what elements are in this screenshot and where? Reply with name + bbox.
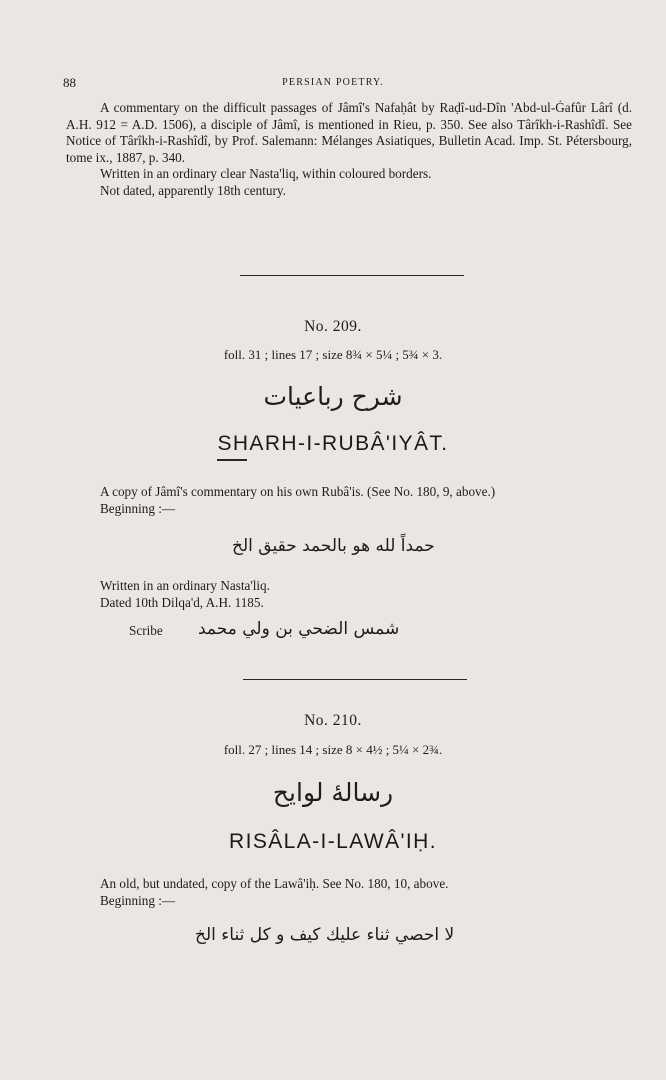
- scribe-name: شمس الضحي بن ولي محمد: [198, 619, 400, 639]
- arabic-title: رسالهٔ لوايح: [272, 778, 394, 807]
- entry-description: [66, 484, 632, 517]
- date-note: Not dated, apparently 18th century.: [100, 182, 286, 198]
- entry-description: [66, 876, 632, 909]
- arabic-title: شرح رباعيات: [263, 382, 403, 411]
- title-underline-mark: [217, 459, 247, 461]
- beginning-arabic-text: حمداً لله هو بالحمد حقيق الخ: [232, 536, 435, 556]
- entry-notes: [66, 578, 632, 611]
- entry-folio-info: foll. 27 ; lines 14 ; size 8 × 4½ ; 5¼ × 2¾.: [223, 742, 443, 757]
- entry-title: RISÂLA-I-LAWÂ'IḤ.: [229, 830, 437, 853]
- section-divider: [243, 679, 467, 680]
- written-note: Written in an ordinary clear Nasta'liq, within coloured borders.: [100, 166, 432, 182]
- previous-entry-text: [66, 100, 632, 200]
- commentary-paragraph: A commentary on the difficult passages of Jâmî's Nafaḥât by Raḍî-ud-Dîn 'Abd-ul-Ġafûr Lârî (d. A.H. 912 = A.D. 1506), a disciple of Jâmî, is mentioned in Rieu, p. 350. See also Târîkh-i-Rashîdî. See Notice of Târîkh-i-Rashîdî, by Prof. Salemann: Mélanges Asiatiques, Bulletin Acad. Imp. St. Pétersbourg, tome ix., 1887, p. 340.: [66, 100, 632, 165]
- beginning-arabic-text: لا احصي ثناء عليك كيف و كل ثناء الخ: [195, 925, 455, 945]
- beginning-label: Beginning :—: [100, 892, 176, 908]
- entry-number: No. 210.: [304, 712, 362, 729]
- scribe-label: Scribe: [129, 623, 163, 638]
- page-number: 88: [63, 75, 76, 90]
- description-paragraph: An old, but undated, copy of the Lawâ'iḥ. See No. 180, 10, above.: [100, 876, 449, 891]
- beginning-label: Beginning :—: [100, 500, 176, 516]
- description-paragraph: A copy of Jâmî's commentary on his own Rubâ'is. (See No. 180, 9, above.): [100, 484, 496, 499]
- written-note: Written in an ordinary Nasta'liq.: [100, 578, 270, 593]
- entry-folio-info: foll. 31 ; lines 17 ; size 8¾ × 5¼ ; 5¾ × 3.: [223, 347, 443, 362]
- date-note: Dated 10th Dilqa'd, A.H. 1185.: [100, 594, 264, 610]
- section-divider: [240, 275, 464, 276]
- entry-title: SHARH-I-RUBÂ'IYÂT.: [217, 432, 449, 455]
- entry-number: No. 209.: [304, 318, 362, 335]
- running-head: PERSIAN POETRY.: [282, 77, 384, 88]
